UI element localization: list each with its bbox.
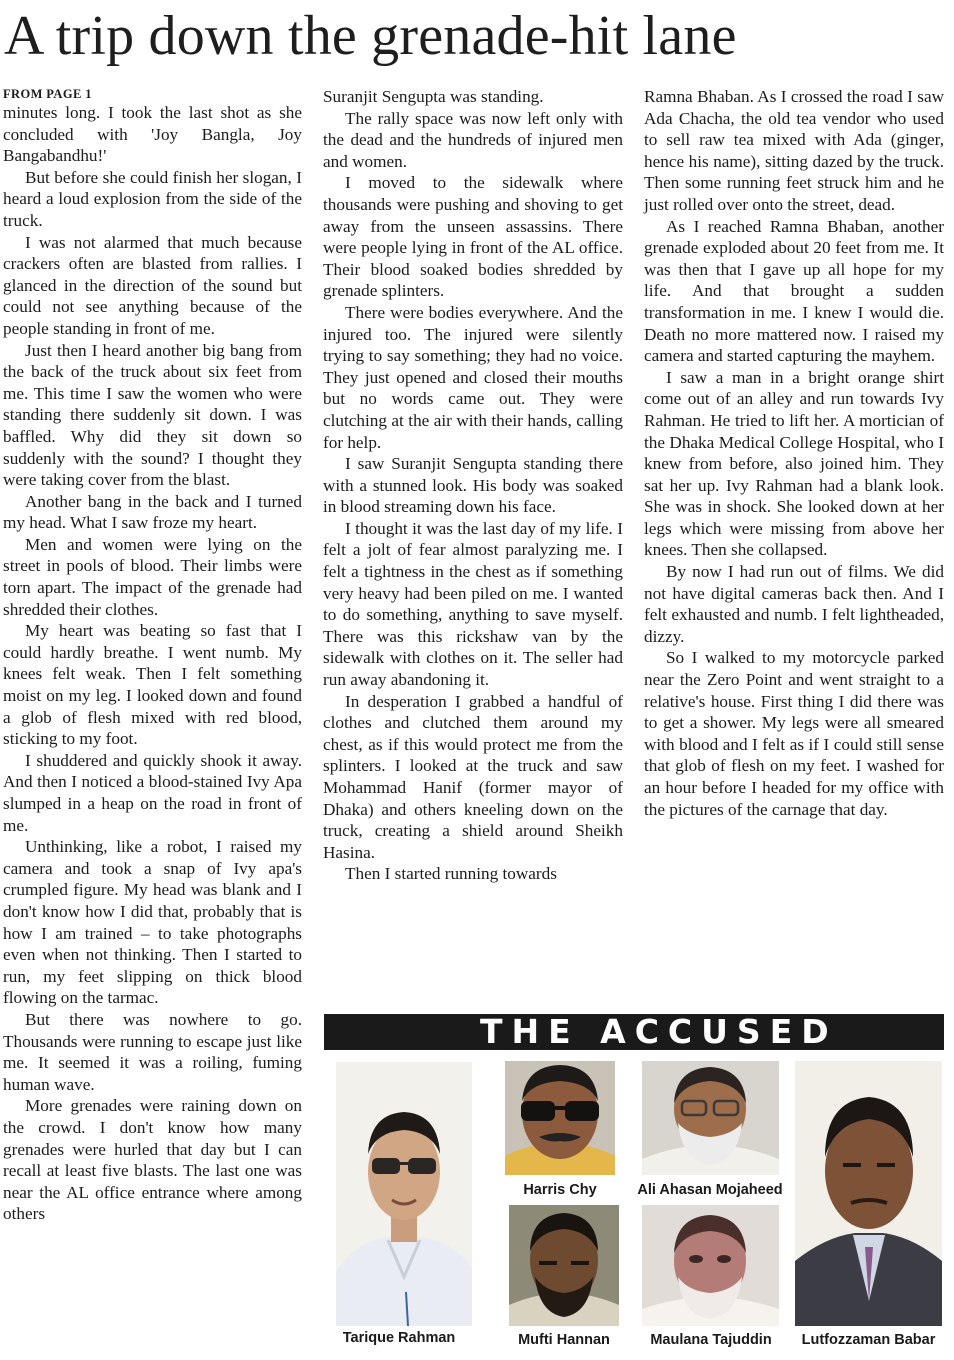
- accused-photo-lutfozzaman-babar: [795, 1061, 942, 1326]
- accused-name-maulana-tajuddin: Maulana Tajuddin: [650, 1332, 772, 1348]
- paragraph: Ramna Bhaban. As I crossed the road I saw Ada Chacha, the old tea vendor who used to sell raw tea mixed with Ada (ginger, hence his name), sitting dazed by the truck. Then some running feet struck him and he just rolled over onto the street, dead.: [644, 87, 944, 214]
- accused-name-harris-chy: Harris Chy: [523, 1182, 597, 1198]
- paragraph: Just then I heard another big bang from the back of the truck about six feet from me. This time I saw the women who were standing there suddenly sit down. I was baffled. Why did they sit down so suddenly with the sound? I thought they were taking cover from the blast.: [3, 340, 302, 490]
- paragraph: Men and women were lying on the street in pools of blood. Their limbs were torn apart. The impact of the grenade had shredded their clothes.: [3, 534, 302, 619]
- accused-section-title: THE ACCUSED: [324, 1014, 944, 1050]
- accused-name-ali-ahasan-mojaheed: Ali Ahasan Mojaheed: [637, 1182, 783, 1198]
- paragraph: There were bodies everywhere. And the injured too. The injured were silently trying to say something; they had no voice. They just opened and closed their mouths but no words came out. They were clutching at the air with their hands, calling for help.: [323, 302, 623, 452]
- paragraph: I moved to the sidewalk where thousands were pushing and shoving to get away from the unseen assassins. There were people lying in front of the AL office. Their blood soaked bodies shredded by grenade splinters.: [323, 173, 623, 301]
- from-page-label: FROM PAGE 1: [3, 87, 92, 101]
- article-column-3: [644, 86, 944, 820]
- accused-photo-maulana-tajuddin: [642, 1205, 779, 1326]
- paragraph: In desperation I grabbed a handful of clothes and clutched them around my chest, as if this would protect me from the splinters. I looked at the truck and saw Mohammad Hanif (former mayor of Dhaka) and others kneeling down on the truck, creating a shield around Sheikh Hasina.: [323, 691, 623, 862]
- paragraph: More grenades were raining down on the crowd. I don't know how many grenades were hurled that day but I can recall at least five blasts. The last one was near the AL office entrance where among others: [3, 1096, 302, 1224]
- paragraph: So I walked to my motorcycle parked near the Zero Point and went straight to a relative's house. First thing I did there was to get a shower. My legs were all smeared with blood and I felt as if I could still sense that glob of flesh on my feet. I washed for an hour before I headed for my office with the pictures of the carnage that day.: [644, 648, 944, 819]
- article-column-2: [323, 86, 623, 885]
- paragraph: I shuddered and quickly shook it away. And then I noticed a blood-stained Ivy Apa slumped in a heap on the road in front of me.: [3, 750, 302, 835]
- paragraph: I saw Suranjit Sengupta standing there with a stunned look. His body was soaked in blood streaming down his face.: [323, 454, 623, 517]
- paragraph: Unthinking, like a robot, I raised my camera and took a snap of Ivy apa's crumpled figure. My head was blank and I don't know how I did that, probably that is how I am trained – to take photographs even when not thinking. Then I started to run, my feet slipping on thick blood flowing on the tarmac.: [3, 837, 302, 1008]
- accused-name-mufti-hannan: Mufti Hannan: [518, 1332, 610, 1348]
- paragraph: Another bang in the back and I turned my head. What I saw froze my heart.: [3, 491, 302, 533]
- accused-name-lutfozzaman-babar: Lutfozzaman Babar: [801, 1332, 936, 1348]
- paragraph: My heart was beating so fast that I could hardly breathe. I went numb. My knees felt weak. Then I felt something moist on my leg. I looked down and found a glob of flesh mixed with red blood, sticking to my foot.: [3, 621, 302, 749]
- paragraph: The rally space was now left only with the dead and the hundreds of injured men and women.: [323, 108, 623, 171]
- accused-name-tarique-rahman: Tarique Rahman: [342, 1330, 456, 1346]
- accused-photo-harris-chy: [505, 1061, 615, 1175]
- paragraph: minutes long. I took the last shot as she concluded with 'Joy Bangla, Joy Bangabandhu!': [3, 103, 302, 166]
- paragraph: As I reached Ramna Bhaban, another grenade exploded about 20 feet from me. It was then that I gave up all hope for my life. And that brought a sudden transformation in me. I knew I would die. Death no more mattered now. I raised my camera and started capturing the mayhem.: [644, 216, 944, 366]
- article-headline: A trip down the grenade-hit lane: [4, 5, 737, 67]
- paragraph: By now I had run out of films. We did not have digital cameras back then. And I felt exhausted and numb. I felt lightheaded, dizzy.: [644, 562, 944, 646]
- paragraph: But there was nowhere to go. Thousands were running to escape just like me. It seemed it was a roiling, fuming human wave.: [3, 1009, 302, 1094]
- paragraph: Suranjit Sengupta was standing.: [323, 87, 544, 106]
- paragraph: I was not alarmed that much because crackers often are blasted from rallies. I glanced in the direction of the sound but could not see anything because of the people standing in front of me.: [3, 232, 302, 338]
- paragraph: Then I started running towards: [345, 864, 557, 884]
- paragraph: But before she could finish her slogan, I heard a loud explosion from the side of the truck.: [3, 167, 302, 230]
- paragraph: I thought it was the last day of my life. I felt a jolt of fear almost paralyzing me. I felt a tightness in the chest as if something very heavy had been piled on me. I wanted to do something, anything to save myself. There was this rickshaw van by the sidewalk with clothes on it. The seller had run away abandoning it.: [323, 518, 623, 690]
- accused-photo-ali-ahasan-mojaheed: [642, 1061, 779, 1175]
- article-column-1: [3, 86, 302, 1225]
- accused-photo-tarique-rahman: [336, 1062, 472, 1326]
- accused-photo-mufti-hannan: [509, 1205, 619, 1326]
- paragraph: I saw a man in a bright orange shirt come out of an alley and run towards Ivy Rahman. He tried to lift her. A mortician of the Dhaka Medical College Hospital, who I knew from before, also joined him. They sat her up. Ivy Rahman had a blank look. She was in shock. She looked down at her legs which were missing from above her knees. Then she collapsed.: [644, 367, 944, 560]
